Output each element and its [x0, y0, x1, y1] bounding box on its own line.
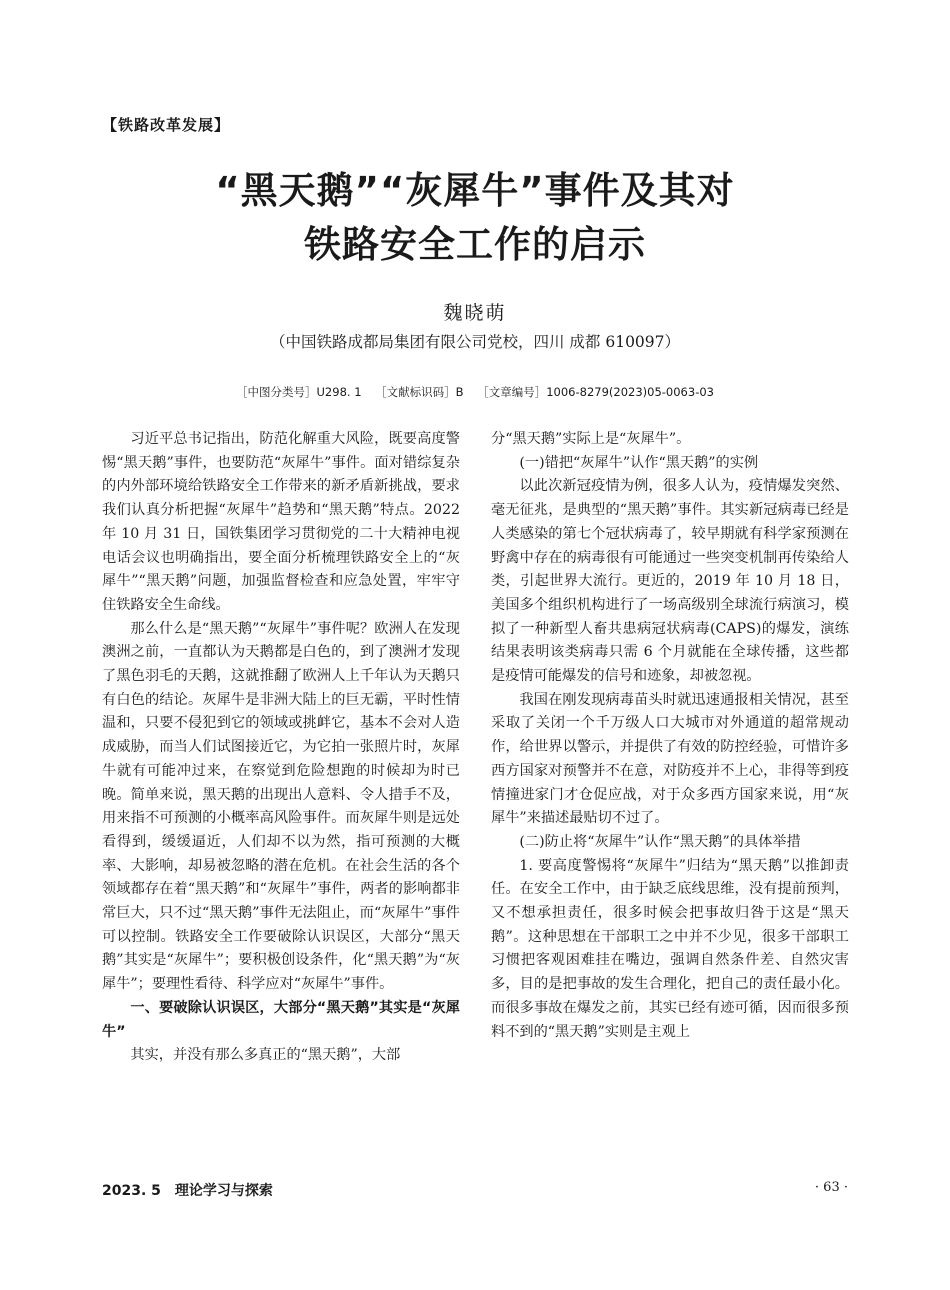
article-number: ［文章编号］1006-8279(2023)05-0063-03	[477, 385, 714, 399]
section-heading: 一、要破除认识误区，大部分“黑天鹅”其实是“灰犀牛”	[102, 999, 460, 1040]
section-tag: 【铁路改革发展】	[102, 116, 231, 134]
paragraph: 习近平总书记指出，防范化解重大风险，既要高度警惕“黑天鹅”事件，也要防范“灰犀牛”事件。面对错综复杂的内外部环境给铁路安全工作带来的新矛盾新挑战，要求我们认真分析把握“灰犀牛”趋势和“黑天鹅”特点。2022 年 10 月 31 日，国铁集团学习贯彻党的二十大精神电视电话会议也明确指出，要全面分析梳理铁路安全上的“灰犀牛”“黑天鹅”问题，加强监督检查和应急处置，牢牢守住铁路安全生命线。	[102, 431, 460, 613]
journal-issue: 2023. 5 理论学习与探索	[102, 1183, 273, 1199]
page-footer	[102, 1180, 848, 1204]
paragraph: 1. 要高度警惕将“灰犀牛”归结为“黑天鹅”以推卸责任。在安全工作中，由于缺乏底线思维，没有提前预判，又不想承担责任，很多时候会把事故归咎于这是“黑天鹅”。这种思想在干部职工之中并不少见，很多干部职工习惯把客观困难挂在嘴边，强调自然条件差、自然灾害多，目的是把事故的发生合理化，把自己的责任最小化。而很多事故在爆发之前，其实已经有迹可循，因而很多预料不到的“黑天鹅”实则是主观上	[491, 857, 849, 1040]
title-line-2: 铁路安全工作的启示	[304, 223, 646, 266]
subsection-heading: (二)防止将“灰犀牛”认作“黑天鹅”的具体举措	[519, 833, 801, 850]
article-metadata	[0, 384, 950, 400]
paragraph-continuation: 分“黑天鹅”实际上是“灰犀牛”。	[491, 431, 691, 447]
left-column	[102, 428, 460, 1068]
right-column	[491, 428, 849, 1044]
article-title	[0, 164, 950, 272]
paragraph: 我国在刚发现病毒苗头时就迅速通报相关情况，甚至采取了关闭一个千万级人口大城市对外通道的超常规动作，给世界以警示，并提供了有效的防控经验，可惜许多西方国家对预警并不在意，对防疫并不上心，非得等到疫情撞进家门才仓促应战，对于众多西方国家来说，用“灰犀牛”来描述最贴切不过了。	[491, 691, 849, 827]
author: 魏晓萌	[443, 302, 507, 324]
paragraph: 那么什么是“黑天鹅”“灰犀牛”事件呢？欧洲人在发现澳洲之前，一直都认为天鹅都是白色的，到了澳洲才发现了黑色羽毛的天鹅，这就推翻了欧洲人上千年认为天鹅只有白色的结论。灰犀牛是非洲大陆上的巨无霸，平时性情温和，只要不侵犯到它的领域或挑衅它，基本不会对人造成威胁，而当人们试图接近它，为它拍一张照片时，灰犀牛就有可能冲过来，在察觉到危险想跑的时候却为时已晚。简单来说，黑天鹅的出现出人意料、令人措手不及，用来指不可预测的小概率高风险事件。而灰犀牛则是远处看得到，缓缓逼近，人们却不以为然，指可预测的大概率、大影响，却易被忽略的潜在危机。在社会生活的各个领域都存在着“黑天鹅”和“灰犀牛”事件，两者的影响都非常巨大，只不过“黑天鹅”事件无法阻止，而“灰犀牛”事件可以控制。铁路安全工作要破除认识误区，大部分“黑天鹅”其实是“灰犀牛”；要积极创设条件，化“黑天鹅”为“灰犀牛”；要理性看待、科学应对“灰犀牛”事件。	[102, 620, 460, 993]
paragraph: 其实，并没有那么多真正的“黑天鹅”，大部	[130, 1047, 401, 1064]
document-code: ［文献标识码］B	[375, 385, 464, 399]
affiliation: （中国铁路成都局集团有限公司党校，四川 成都 610097）	[269, 333, 681, 351]
page-number: · 63 ·	[814, 1180, 848, 1195]
paragraph: 以此次新冠疫情为例，很多人认为，疫情爆发突然、毫无征兆，是典型的“黑天鹅”事件。其实新冠病毒已经是人类感染的第七个冠状病毒了，较早期就有科学家预测在野禽中存在的病毒很有可能通过一些突变机制再传染给人类，引起世界大流行。更近的，2019 年 10 月 18 日，美国多个组织机构进行了一场高级别全球流行病演习，模拟了一种新型人畜共患病冠状病毒(CAPS)的爆发，演练结果表明该类病毒只需 6 个月就能在全球传播，这些都是疫情可能爆发的信号和迹象，却被忽视。	[491, 478, 849, 685]
subsection-heading: (一)错把“灰犀牛”认作“黑天鹅”的实例	[519, 454, 759, 471]
title-line-1: “黑天鹅”“灰犀牛”事件及其对	[215, 169, 735, 212]
clc-number: ［中图分类号］U298. 1	[236, 385, 362, 399]
